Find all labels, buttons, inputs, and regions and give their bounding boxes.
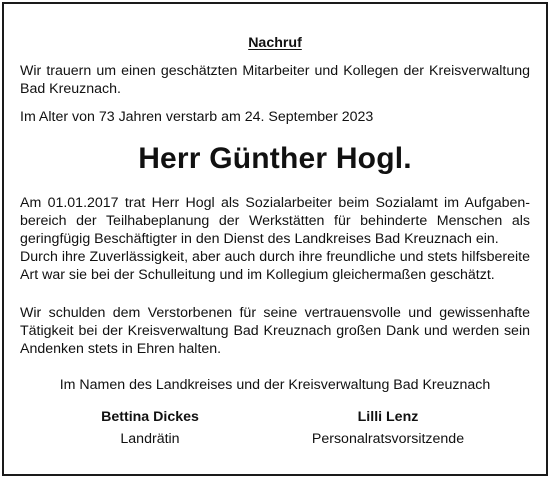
on-behalf-line: Im Namen des Landkreises und der Kreisverwaltung Bad Kreuznach	[59, 377, 491, 393]
signatory-name: Lilli Lenz	[357, 409, 419, 425]
signatory-name: Bettina Dickes	[101, 409, 199, 425]
signatory-role: Personalratsvorsitzende	[311, 431, 465, 447]
deceased-name: Herr Günther Hogl.	[138, 142, 412, 175]
signatory-role: Landrätin	[120, 431, 180, 447]
body-paragraph-3: Wir schulden dem Verstorbenen für seine vertrauensvolle und gewissenhafte Tätigkeit bei der Kreisverwaltung Bad Kreuznach großen Dank und werden sein Andenken stets in Ehren halten.	[20, 305, 530, 357]
intro-paragraph: Wir trauern um einen geschätzten Mitarbeiter und Kollegen der Kreisverwaltung Bad Kreuznach.	[20, 63, 530, 97]
body-paragraph-2: Durch ihre Zuverlässigkeit, aber auch durch ihre freundliche und stets hilfsbereite Art war sie bei der Schulleitung und im Kollegium gleichermaßen geschätzt.	[20, 249, 530, 283]
signatory-left	[50, 406, 250, 450]
signatory-right	[288, 406, 488, 450]
notice-heading: Nachruf	[248, 35, 302, 51]
body-paragraph-1: Am 01.01.2017 trat Herr Hogl als Sozialarbeiter beim Sozialamt im Aufgabenbereich der Teilhabeplanung der Werkstätten für behinderte Menschen als geringfügig Beschäftigter in den Dienst des Landkreises Bad Kreuznach ein.	[20, 195, 530, 247]
age-line: Im Alter von 73 Jahren verstarb am 24. September 2023	[20, 109, 374, 125]
